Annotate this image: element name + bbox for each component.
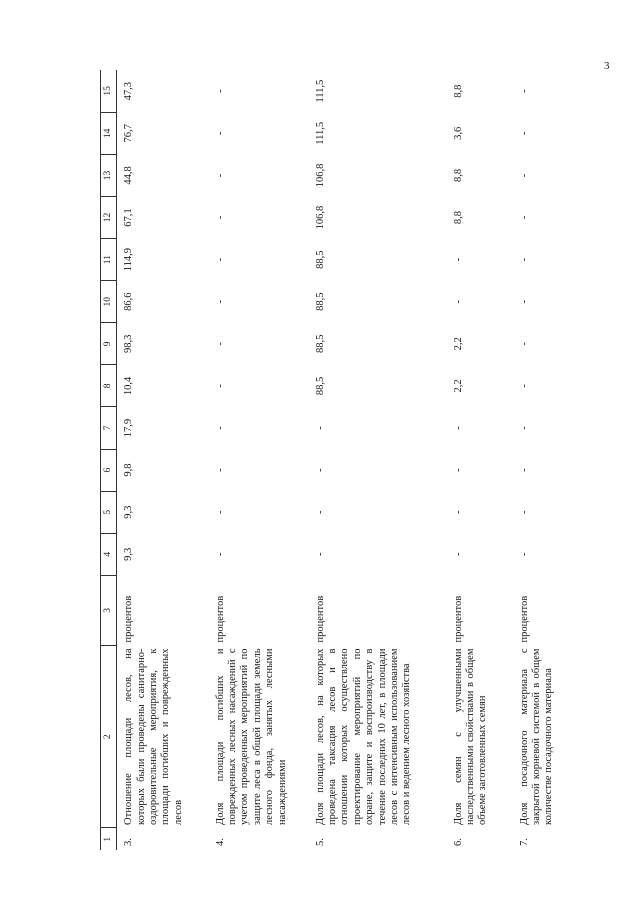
value-cell: - xyxy=(452,468,464,472)
value-cell: - xyxy=(214,510,226,514)
value-cell: - xyxy=(518,426,530,430)
header-cell: 11 xyxy=(101,239,117,281)
header-cell: 6 xyxy=(101,449,117,491)
table-row xyxy=(513,70,579,850)
row-unit: процентов xyxy=(452,595,464,643)
table-row xyxy=(117,70,209,850)
header-cell: 10 xyxy=(101,281,117,323)
header-cell: 13 xyxy=(101,154,117,196)
value-cell: - xyxy=(452,552,464,557)
value-cell: - xyxy=(452,510,464,514)
value-cell: 106,8 xyxy=(314,205,326,230)
page-number: 3 xyxy=(604,60,610,72)
value-cell: 88,5 xyxy=(314,292,326,311)
value-cell: 9,8 xyxy=(123,463,135,477)
row-index: 4. xyxy=(214,838,226,846)
value-cell: 8,8 xyxy=(452,210,464,225)
value-cell: - xyxy=(214,342,226,346)
value-cell: - xyxy=(518,552,530,557)
value-cell: - xyxy=(214,426,226,430)
value-cell: - xyxy=(452,257,464,262)
value-cell: - xyxy=(314,510,326,514)
header-cell: 3 xyxy=(101,575,117,645)
rotated-table-container xyxy=(100,70,562,850)
header-cell: 15 xyxy=(101,70,117,112)
header-cell: 9 xyxy=(101,323,117,365)
row-unit: процентов xyxy=(314,595,326,643)
value-cell: 47,3 xyxy=(123,81,135,101)
value-cell: 44,8 xyxy=(123,166,135,185)
value-cell: 9,3 xyxy=(123,505,135,519)
value-cell: 114,9 xyxy=(123,248,135,272)
row-unit: процентов xyxy=(518,595,530,643)
value-cell: - xyxy=(314,426,326,430)
value-cell: - xyxy=(314,468,326,472)
value-cell: - xyxy=(518,257,530,262)
value-cell: 88,5 xyxy=(314,250,326,269)
row-description: Доля посадочного материала с закрытой корневой системой в общем количестве посадочного материала xyxy=(518,648,555,825)
value-cell: - xyxy=(518,468,530,472)
value-cell: 10,4 xyxy=(123,376,135,396)
value-cell: - xyxy=(214,89,226,93)
value-cell: - xyxy=(214,131,226,136)
value-cell: 67,1 xyxy=(123,208,135,227)
value-cell: 98,3 xyxy=(123,334,135,353)
header-cell: 5 xyxy=(101,491,117,533)
header-row xyxy=(101,70,117,850)
value-cell: - xyxy=(518,384,530,388)
table-row xyxy=(447,70,513,850)
value-cell: - xyxy=(214,257,226,262)
value-cell: - xyxy=(518,342,530,346)
value-cell: - xyxy=(214,215,226,220)
header-cell: 8 xyxy=(101,365,117,407)
value-cell: 88,5 xyxy=(314,376,326,396)
value-cell: 88,5 xyxy=(314,334,326,353)
row-index: 7. xyxy=(518,838,530,846)
value-cell: - xyxy=(518,173,530,178)
row-index: 5. xyxy=(314,838,326,846)
table-body xyxy=(117,70,579,850)
row-description: Доля семян с улучшенными наследственными свойствами в общем объеме заготовленных семян xyxy=(452,648,489,825)
header-cell: 4 xyxy=(101,533,117,575)
header-cell: 2 xyxy=(101,646,117,828)
row-unit: процентов xyxy=(214,595,226,643)
value-cell: 86,6 xyxy=(123,292,135,311)
value-cell: - xyxy=(214,384,226,388)
value-cell: - xyxy=(214,299,226,304)
value-cell: 17,9 xyxy=(123,418,135,438)
row-unit: процентов xyxy=(123,595,135,643)
row-description: Доля площади лесов, на которых проведена таксация лесов и в отношении которых осуществлено проектирование мероприятий по охране, защите и воспроизводству в течение последних 10 лет, в площади лесов с интенсивным использованием лесов и ведением лесного хозяйства xyxy=(314,648,413,825)
value-cell: 111,5 xyxy=(314,79,326,103)
row-description: Доля площади погибших и поврежденных лесных насаждений с учетом проведенных мероприятий по защите леса в общей площади земель лесного фонда, занятых лесными насаждениями xyxy=(214,648,288,825)
row-index: 6. xyxy=(452,838,464,846)
value-cell: 111,5 xyxy=(314,121,326,145)
value-cell: - xyxy=(518,131,530,136)
row-index: 3. xyxy=(123,838,135,846)
value-cell: 2,2 xyxy=(452,337,464,351)
header-cell: 12 xyxy=(101,196,117,238)
value-cell: 106,8 xyxy=(314,163,326,188)
value-cell: - xyxy=(314,552,326,557)
value-cell: 3,6 xyxy=(452,126,464,140)
value-cell: 8,8 xyxy=(452,84,464,98)
value-cell: - xyxy=(518,299,530,304)
table-row xyxy=(209,70,309,850)
value-cell: - xyxy=(452,426,464,430)
row-description: Отношение площади лесов, на которых были проведены санитарно-оздоровительные мероприятия, к площади погибших и поврежденных лесов xyxy=(123,648,184,825)
value-cell: - xyxy=(518,89,530,93)
value-cell: 76,7 xyxy=(123,124,135,143)
value-cell: - xyxy=(452,299,464,304)
table-row xyxy=(309,70,447,850)
indicators-table xyxy=(100,70,579,850)
value-cell: 2,2 xyxy=(452,379,464,393)
value-cell: - xyxy=(518,215,530,220)
value-cell: - xyxy=(214,552,226,557)
header-cell: 1 xyxy=(101,828,117,850)
header-cell: 14 xyxy=(101,112,117,154)
value-cell: 9,3 xyxy=(123,547,135,561)
value-cell: - xyxy=(518,510,530,514)
header-cell: 7 xyxy=(101,407,117,449)
value-cell: - xyxy=(214,173,226,178)
value-cell: - xyxy=(214,468,226,472)
value-cell: 8,8 xyxy=(452,168,464,182)
